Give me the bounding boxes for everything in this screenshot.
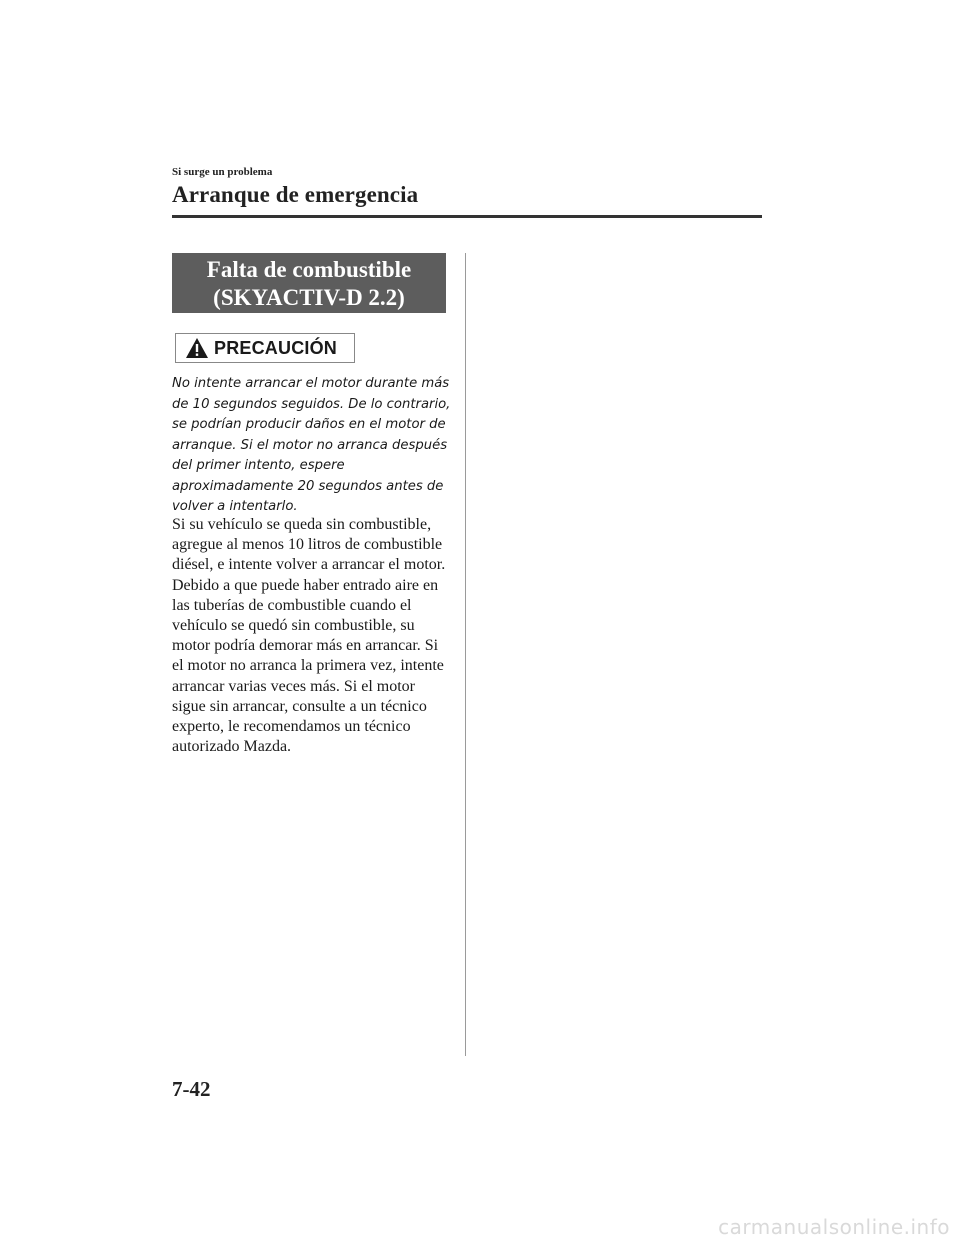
section-title-line-1: Falta de combustible xyxy=(206,257,412,282)
body-line: Debido a que puede haber entrado aire en xyxy=(172,576,439,594)
body-line: sigue sin arrancar, consulte a un técnico xyxy=(172,697,427,715)
body-line: diésel, e intente volver a arrancar el motor. xyxy=(172,556,446,574)
body-line: motor podría demorar más en arrancar. Si xyxy=(172,637,439,655)
caution-line: volver a intentarlo. xyxy=(172,499,298,514)
breadcrumb: Si surge un problema xyxy=(172,166,273,178)
section-title-line-2: (SKYACTIV-D 2.2) xyxy=(213,285,405,310)
watermark: carmanualsonline.info xyxy=(718,1215,950,1239)
body-line: el motor no arranca la primera vez, intente xyxy=(172,657,444,675)
body-line: las tuberías de combustible cuando el xyxy=(172,596,412,614)
caution-line: del primer intento, espere xyxy=(172,458,345,473)
body-line: autorizado Mazda. xyxy=(172,738,292,756)
section-header xyxy=(172,253,446,313)
caution-line: arranque. Si el motor no arranca después xyxy=(172,437,448,453)
caution-line: aproximadamente 20 segundos antes de xyxy=(172,478,444,494)
caution-body xyxy=(172,374,452,518)
body-line: Si su vehículo se queda sin combustible, xyxy=(172,516,432,533)
page-number: 7-42 xyxy=(172,1077,211,1101)
caution-line: de 10 segundos seguidos. De lo contrario, xyxy=(172,396,451,412)
title-rule xyxy=(172,215,762,218)
caution-line: se podrían producir daños en el motor de xyxy=(172,417,446,432)
page-title: Arranque de emergencia xyxy=(172,182,419,207)
body-paragraph xyxy=(172,515,472,757)
body-line: agregue al menos 10 litros de combustible xyxy=(172,536,443,554)
caution-title: PRECAUCIÓN xyxy=(214,337,338,358)
warning-triangle-icon xyxy=(184,336,210,360)
caution-line: No intente arrancar el motor durante más xyxy=(172,376,450,391)
body-line: experto, le recomendamos un técnico xyxy=(172,718,411,736)
caution-label xyxy=(175,333,355,363)
body-line: vehículo se quedó sin combustible, su xyxy=(172,617,415,635)
body-line: arrancar varias veces más. Si el motor xyxy=(172,677,416,695)
